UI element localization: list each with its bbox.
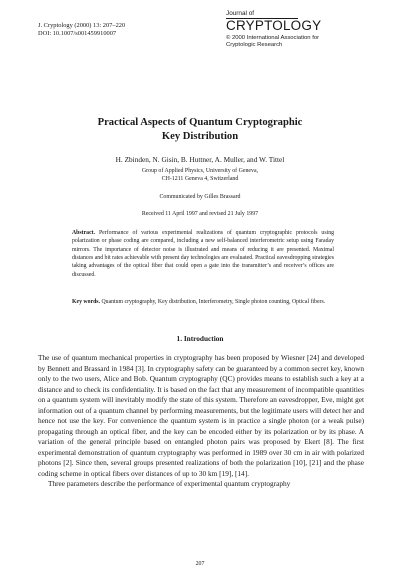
affiliation-line-2: CH-1211 Geneva 4, Switzerland — [161, 176, 239, 182]
doi-line: DOI: 10.1007/s001459910007 — [38, 30, 117, 38]
journal-of-label: Journal of — [226, 10, 298, 19]
journal-name: CRYPTOLOGY — [226, 18, 322, 33]
abstract-label: Abstract. — [72, 230, 96, 236]
received-date: Received 11 April 1997 and revised 21 July 1997 — [141, 211, 259, 217]
abstract-text: Performance of various experimental realizations of quantum cryptographic protocols using polarization or phase coding are compared, including a new self-balanced interferometric setup using Faraday mirrors. The importance of detector noise is illustrated and means of reducing it are presented. Maximal distances and bit rates achievable with present day technologies are evaluated. Practical eavesdropping strategies taking advantages of the optical fiber that could open a gate into the transmitter’s and receiver’s offices are discussed. — [72, 230, 334, 278]
section-heading: 1. Introduction — [176, 334, 224, 343]
authors: H. Zbinden, N. Gisin, B. Huttner, A. Muller, and W. Tittel — [115, 155, 285, 164]
citation-line-1: J. Cryptology (2000) 13: 207–220 — [38, 22, 126, 29]
paragraph-2: Three parameters describe the performance of experimental quantum cryptography — [48, 479, 291, 488]
communicated-by: Communicated by Gilles Brassard — [159, 194, 241, 200]
title-line-1: Practical Aspects of Quantum Cryptographic — [97, 117, 303, 128]
title-line-2: Key Distribution — [161, 130, 239, 142]
page-number: 207 — [195, 561, 205, 567]
keywords-text: Quantum cryptography, Key distribution, Interferometry, Single photon counting, Optical fibers. — [101, 299, 326, 305]
citation — [38, 22, 125, 39]
copyright-line-1: © 2000 International Association for — [226, 35, 320, 41]
keywords-label: Key words. — [72, 299, 101, 305]
body-text — [38, 353, 364, 490]
paper-title — [0, 116, 400, 144]
paragraph-1: The use of quantum mechanical properties in cryptography has been proposed by Wiesner [24] and developed by Bennett and Brassard in 1984 [3]. In cryptography safety can be guaranteed by a common secret key, known only to the two users, Alice and Bob. Quantum cryptography (QC) provides means to establish such a key at a distance and to check its confidentiality. It is based on the fact that any measurement of incompatible quantities on a quantum system will inevitably modify the state of this system. Therefore an eavesdropper, Eve, might get information out of a quantum channel by performing measurements, but the legitimate users will detect her and hence not use the key. For convenience the quantum system is in practice a single photon (or a weak pulse) propagating through an optical fiber, and the key can be encoded either by its polarization or by its phase. A variation of the general principle based on entangled photon pairs was proposed by Ekert [8]. The first experimental demonstration of quantum cryptography was performed in 1989 over 30 cm in air with polarized photons [2]. Since then, several groups presented realizations of both the polarization [10], [21] and the phase coding scheme in optical fibers over distances of up to 30 km [19], [14]. — [38, 353, 364, 478]
abstract — [72, 229, 334, 279]
journal-logo-block — [226, 10, 384, 49]
affiliation — [0, 167, 400, 183]
affiliation-line-1: Group of Applied Physics, University of Geneva, — [141, 168, 259, 174]
keywords — [72, 298, 334, 306]
copyright-line-2: Cryptologic Research — [226, 42, 283, 49]
